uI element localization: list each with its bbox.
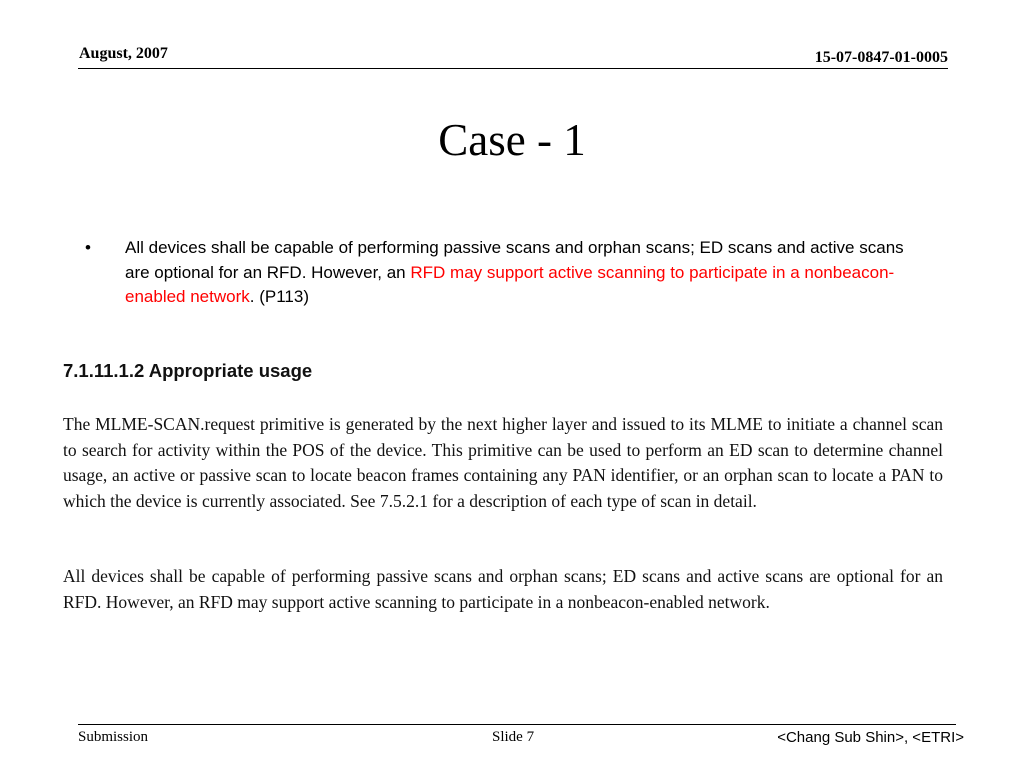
footer-submission: Submission: [78, 729, 149, 745]
header-date: August, 2007: [79, 45, 168, 62]
header-divider: [78, 68, 948, 69]
footer-slide-number: Slide 7: [492, 729, 535, 745]
bullet-text-after: . (P113): [249, 287, 309, 306]
excerpt-heading: 7.1.11.1.2 Appropriate usage: [63, 360, 313, 381]
bullet-marker: •: [85, 238, 91, 257]
footer-divider: [78, 724, 956, 725]
header-doc-number: 15-07-0847-01-0005: [814, 49, 948, 66]
bullet-highlight: RFD may support active scanning to participate in a nonbeacon-enabled network: [125, 262, 895, 306]
footer-author: <Chang Sub Shin>, <ETRI>: [777, 729, 964, 746]
bullet-point: [85, 236, 915, 310]
bullet-text: [125, 236, 915, 310]
bullet-text-before: All devices shall be capable of performing passive scans and orphan scans; ED scans and active scans are optional for an RFD. However, an: [125, 238, 904, 282]
excerpt-paragraph-1: The MLME-SCAN.request primitive is generated by the next higher layer and issued to its MLME to initiate a channel scan to search for activity within the POS of the device. This primitive can be used to perform an ED scan to determine channel usage, an active or passive scan to locate beacon frames containing any PAN identifier, or an orphan scan to locate a PAN to which the device is currently associated. See 7.5.2.1 for a description of each type of scan in detail.: [63, 414, 943, 511]
excerpt-paragraph-2: All devices shall be capable of performing passive scans and orphan scans; ED scans and active scans are optional for an RFD. However, an RFD may support active scanning to participate in a nonbeacon-enabled network.: [63, 566, 943, 612]
slide-title: Case - 1: [438, 115, 586, 165]
